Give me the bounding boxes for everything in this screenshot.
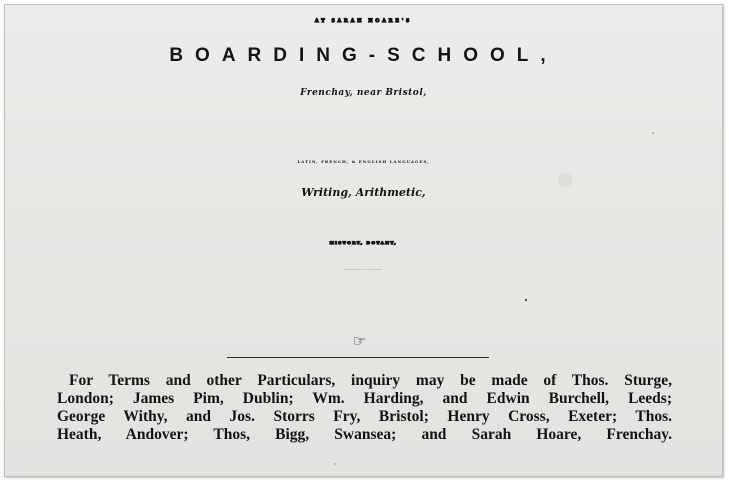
trade-card (4, 4, 723, 477)
location-frenchay: Frenchay, near Bristol, (300, 88, 427, 98)
heading-boarding-school: BOARDING-SCHOOL, (169, 45, 558, 66)
heading-at-sarah-hoares: AT SARAH HOARE'S (315, 19, 412, 24)
divider-rule (227, 357, 489, 358)
terms-line-4: Heath, Andover; Thos, Bigg, Swansea; and Sarah Hoare, Frenchay. (57, 426, 672, 443)
natural-history: With other Branches of Natural History, (344, 270, 383, 271)
terms-line-2: London; James Pim, Dublin; Wm. Harding, and Edwin Burchell, Leeds; (57, 390, 672, 407)
terms-line-1: For Terms and other Particulars, inquiry may be made of Thos. Sturge, (69, 372, 672, 389)
vacation-note (5, 332, 722, 351)
history-botany: HISTORY, BOTANY, (329, 240, 398, 245)
languages: LATIN, FRENCH, & ENGLISH LANGUAGES, (297, 159, 430, 164)
pointing-hand-icon: ☞ (352, 334, 367, 350)
writing-arithmetic: Writing, Arithmetic, (301, 186, 426, 199)
terms-line-3: George Withy, and Jos. Storrs Fry, Bristol; Henry Cross, Exeter; Thos. (57, 408, 672, 425)
